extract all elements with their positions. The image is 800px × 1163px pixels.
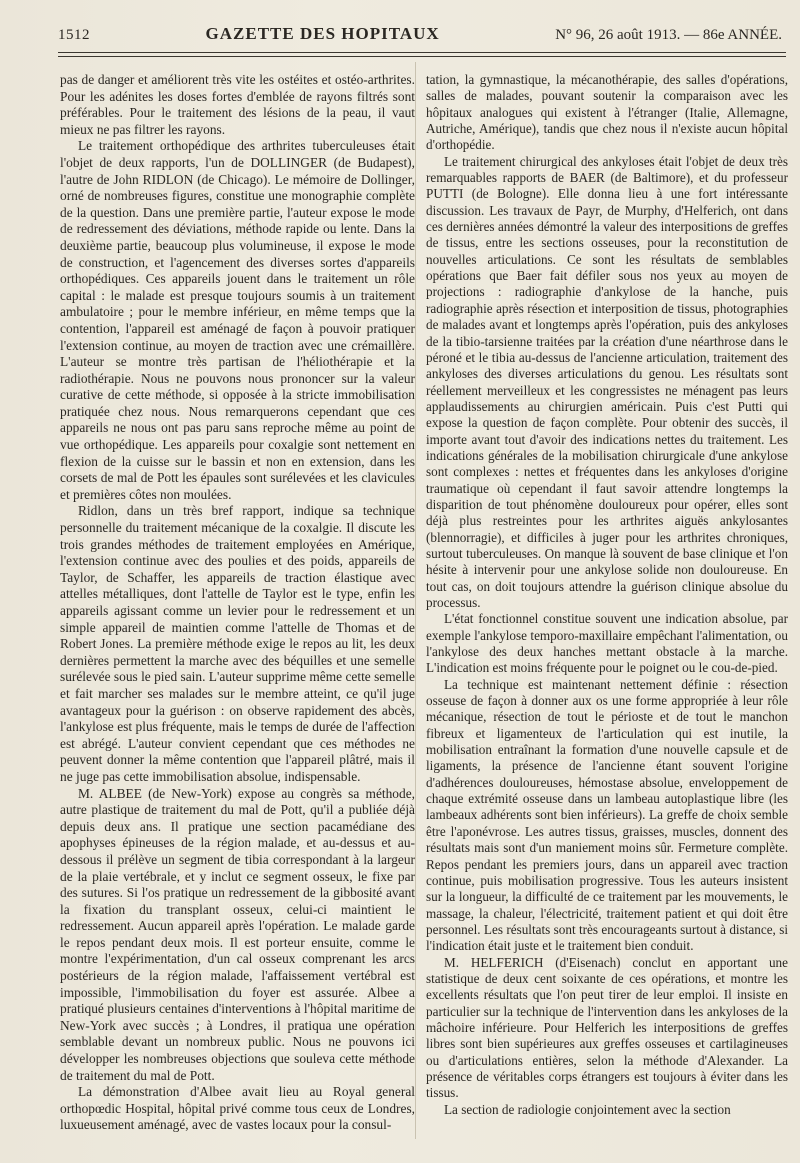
issue-info: N° 96, 26 août 1913. — 86e ANNÉE. — [555, 27, 782, 43]
header-rule-thin — [58, 56, 786, 57]
page-number: 1512 — [58, 27, 90, 43]
paragraph: M. ALBEE (de New-York) expose au congrès sa méthode, autre plastique de traitement du mal de Pott, qu'il a publiée déjà depuis deux ans. Il pratique une section pacamédiane des apophyses épineuses de la région malade, et au-dessus et au-dessous il prélève un segment de tibia correspondant à la largeur de la plaie vertébrale, et y inclut ce segment osseux, le fixe par des sutures. Si l'os pratique un redressement de la gibbosité avant la fixation du transplant osseux, celui-ci maintient le redressement. Aucun appareil après l'opération. Le malade garde le repos pendant deux mois. Il est porteur ensuite, comme le montre l'expérimentation, d'un cal osseux comprenant les arcs postérieurs de la région malade, l'affaissement vertébral est impossible, l'immobilisation du foyer est assurée. Albee a pratiqué plusieurs centaines d'interventions à l'hôpital maritime de New-York avec succès ; à Londres, il pratiqua une opération semblable devant un nombreux public. Nous ne pouvons ici développer les nombreuses objections que souleva cette méthode de traitement du mal de Pott. — [60, 785, 415, 1083]
column-divider — [415, 62, 416, 1139]
paragraph: tation, la gymnastique, la mécanothérapie, des salles d'opérations, salles de malades, pouvant soutenir la comparaison avec les hôpitaux analogues qui existent à l'étranger (Italie, Allemagne, Autriche, Amérique), tandis que chez nous il n'existe aucun hôpital d'orthopédie. — [426, 72, 788, 153]
page-header — [58, 24, 782, 46]
right-column — [426, 72, 788, 1118]
paragraph: La section de radiologie conjointement avec la section — [444, 1101, 731, 1117]
paragraph: La démonstration d'Albee avait lieu au Royal general orthopœdic Hospital, hôpital privé comme tous ceux de Londres, luxueusement aménagé, avec de vastes locaux pour la consul- — [60, 1084, 415, 1133]
paragraph: M. HELFERICH (d'Eisenach) conclut en apportant une statistique de deux cent soixante de ces opérations, et montre les excellents résultats que l'on peut tirer de leur emploi. Il insiste en particulier sur la technique de l'intervention dans les ankyloses de la mâchoire inférieure. Pour Helferich les interpositions de greffes libres sont bien supérieures aux greffes osseuses et cartilagineuses ou d'articulations entières, selon la méthode d'Alexander. La présence de véritables corps étrangers est toujours à éviter dans les tissus. — [426, 954, 788, 1101]
paragraph: Le traitement orthopédique des arthrites tuberculeuses était l'objet de deux rapports, l'un de DOLLINGER (de Budapest), l'autre de John RIDLON (de Chicago). Le mémoire de Dollinger, orné de nombreuses figures, constitue une monographie complète de la question. Dans une première partie, l'auteur expose le mode de redressement des déviations, méthode rapide ou lente. Dans la deuxième partie, beaucoup plus volumineuse, il expose le mode de construction, et l'agencement des diverses sortes d'appareils orthopédiques. Ces appareils jouent dans le traitement un rôle capital : le malade est presque toujours soumis à un traitement ambulatoire ; pour le membre inférieur, en même temps que la contention, l'appareil est aménagé de façon à pouvoir pratiquer l'extension continue, au moyen de traction avec une crémaillère. L'auteur se montre très partisan de l'héliothérapie et la radiothérapie. Nous ne pouvons nous prononcer sur la valeur curative de cette méthode, si opposée à la stricte immobilisation pratiquée chez nous. Nous remarquerons cependant que ces appareils ne nous ont pas paru sans reproche même au point de vue orthopédique. Les appareils pour coxalgie sont nettement en flexion de la cuisse sur le bassin et non en extension, dans les corsets de mal de Pott les épaules sont surélevées et les clavicules et premières côtes non moulées. — [60, 138, 415, 502]
paragraph: La technique est maintenant nettement définie : résection osseuse de façon à donner aux os une forme appropriée à leur rôle mécanique, résection de tout le périoste et de tout le manchon fibreux et ligamenteux de l'articulation qui est inutile, la mobilisation entraînant la formation d'une nouvelle capsule et de ligaments, la présence de l'ancienne étant souvent l'origine d'adhérences douloureuses, hémostase absolue, enveloppement de chaque extrémité osseuse dans un lambeau autoplastique libre (les lambeaux adhérents sont bien inférieurs). La greffe de choix semble être l'aponévrose. Les autres tissus, graisses, muscles, donnent des résultats mais sont d'un maniement moins sûr. Fermeture complète. Repos pendant les premiers jours, dans un appareil avec traction continue, puis mobilisation progressive. Tous les auteurs insistent sur la longueur, la difficulté de ce traitement par les mouvements, le massage, la chaleur, l'électricité, traitement patient et qui doit être personnel. Les résultats sont très encourageants surtout à distance, si l'indication était juste et le traitement bien conduit. — [426, 676, 788, 954]
paragraph: pas de danger et améliorent très vite les ostéites et ostéo-arthrites. Pour les adénites les doses fortes d'emblée de rayons filtrés sont préférables. Pour le traitement des lésions de la peau, il vaut mieux ne pas filtrer les rayons. — [60, 72, 415, 137]
paragraph: L'état fonctionnel constitue souvent une indication absolue, par exemple l'ankylose temporo-maxillaire empêchant l'alimentation, ou l'ankylose des deux hanches mettant obstacle à la marche. L'indication est moins fréquente pour le poignet ou le cou-de-pied. — [426, 611, 788, 676]
left-column — [60, 72, 415, 1134]
header-rule — [58, 52, 786, 53]
journal-title: GAZETTE DES HOPITAUX — [205, 24, 440, 43]
paragraph: Le traitement chirurgical des ankyloses était l'objet de deux très remarquables rapports de BAER (de Baltimore), et du professeur PUTTI (de Bologne). Elle donna lieu à une fort intéressante discussion. Les travaux de Payr, de Murphy, d'Helferich, ont dans ces dernières années démontré la valeur des interpositions de greffes de tissus, entre les sections osseuses, pour la reconstitution de nouvelles articulations. Ce sont les résultats de semblables opérations que Baer fait défiler sous nos yeux au moyen de projections : radiographie d'ankylose de la hanche, puis radiographie après résection et interposition de tissus, photographies de malades avant et longtemps après l'opération, puis des ankyloses de la tibio-tarsienne traitées par la création d'une néarthrose dans le péroné et le tibia au-dessus de l'ancienne articulation, traitement des ankyloses des diverses articulations du genou. Les résultats sont réellement merveilleux et les congressistes ne ménagent pas leurs applaudissements au chirurgien américain. Puis c'est Putti qui expose la question de façon complète. Pour obtenir des succès, il importe avant tout d'avoir des indications nettes du traitement. Les indications générales de la mobilisation chirurgicale d'une ankylose sont complexes : nettes et fréquentes dans les ankyloses d'origine traumatique où cependant il faut savoir attendre longtemps la disparition de tout phénomène douloureux pour opérer, elles sont déjà plus restreintes pour les arthrites aiguës ankylosantes (blennorragie), et difficiles à juger pour les arthrites chroniques, surtout tuberculeuses. On manque là souvent de base clinique et l'on hésite à intervenir pour une ankylose solide non douloureuse. En tout cas, on doit toujours attendre la guérison clinique absolue du processus. — [426, 153, 788, 610]
paragraph: Ridlon, dans un très bref rapport, indique sa technique personnelle du traitement mécanique de la coxalgie. Il discute les trois grandes méthodes de traitement employées en Amérique, l'extension continue avec des poulies et des poids, appareils de Taylor, de Schaffer, les appareils de traction élastique avec attelles métalliques, dont l'attelle de Taylor est le type, enfin les appareils agissant comme un levier pour le redressement et un simple appareil de maintien comme l'attelle de Thomas et de Robert Jones. La première méthode exige le repos au lit, les deux dernières permettent la marche avec des béquilles et une semelle surélevée sous le pied sain. L'auteur supprime même cette semelle et fait marcher ses malades sur le membre atteint, ce qu'il juge avantageux pour la guérison : on observe rapidement des abcès, l'ankylose est plus fréquente, mais le temps de durée de l'affection est abrégé. L'auteur convient cependant que ces méthodes ne peuvent donner la même contention que l'appareil plâtré, mais il ne juge pas cette immobilisation absolue, indispensable. — [60, 503, 415, 784]
